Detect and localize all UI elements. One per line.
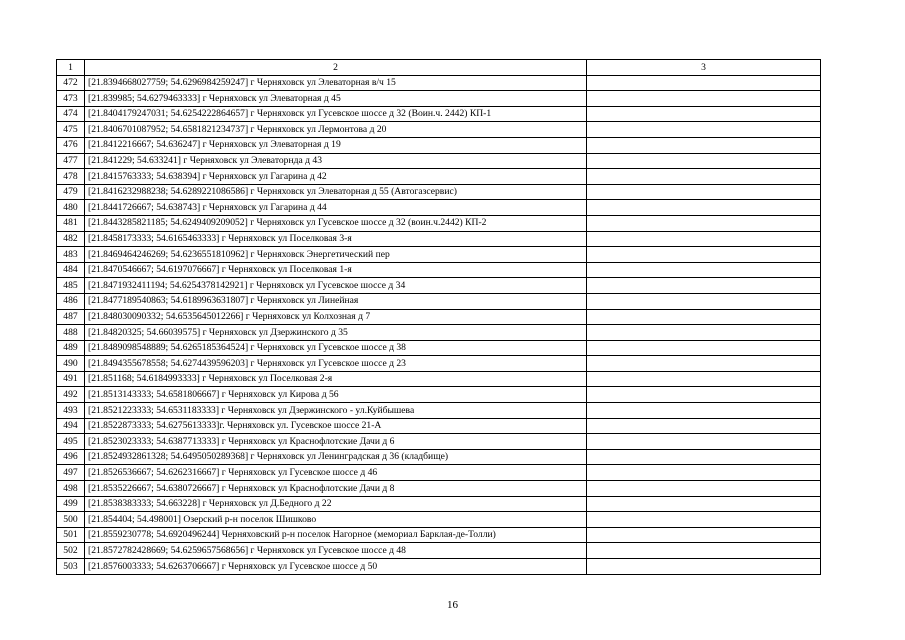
extra-cell [587, 387, 821, 403]
row-number-cell: 501 [57, 527, 85, 543]
row-number-cell: 500 [57, 512, 85, 528]
address-cell: [21.841229; 54.633241] г Черняховск ул Элеваторнда д 43 [85, 153, 587, 169]
address-cell: [21.851168; 54.6184993333] г Черняховск ул Поселковая 2-я [85, 371, 587, 387]
extra-cell [587, 543, 821, 559]
address-cell: [21.839985; 54.6279463333] г Черняховск ул Элеваторная д 45 [85, 91, 587, 107]
address-cell: [21.8441726667; 54.638743] г Черняховск ул Гагарина д 44 [85, 200, 587, 216]
address-cell: [21.8559230778; 54.6920496244] Черняховский р-н поселок Нагорное (мемориал Барклая-де-Толли) [85, 527, 587, 543]
table-row [57, 371, 821, 387]
extra-cell [587, 75, 821, 91]
extra-cell [587, 481, 821, 497]
extra-cell [587, 169, 821, 185]
row-number-cell: 496 [57, 449, 85, 465]
table-row [57, 465, 821, 481]
address-cell: [21.8535226667; 54.6380726667] г Черняховск ул Краснофлотские Дачи д 8 [85, 481, 587, 497]
table-row [57, 91, 821, 107]
extra-cell [587, 106, 821, 122]
extra-cell [587, 137, 821, 153]
extra-cell [587, 356, 821, 372]
row-number-cell: 498 [57, 481, 85, 497]
table-row [57, 340, 821, 356]
address-cell: [21.8521223333; 54.6531183333] г Черняховск ул Дзержинского - ул.Куйбышева [85, 403, 587, 419]
extra-cell [587, 512, 821, 528]
row-number-cell: 483 [57, 247, 85, 263]
extra-cell [587, 184, 821, 200]
extra-cell [587, 122, 821, 138]
table-row [57, 215, 821, 231]
table-row [57, 449, 821, 465]
row-number-cell: 473 [57, 91, 85, 107]
table-row [57, 434, 821, 450]
row-number-cell: 477 [57, 153, 85, 169]
extra-cell [587, 91, 821, 107]
row-number-cell: 489 [57, 340, 85, 356]
table-row [57, 75, 821, 91]
address-cell: [21.8415763333; 54.638394] г Черняховск ул Гагарина д 42 [85, 169, 587, 185]
table-row [57, 106, 821, 122]
address-cell: [21.8469464246269; 54.6236551810962] г Черняховск Энергетический пер [85, 247, 587, 263]
row-number-cell: 479 [57, 184, 85, 200]
extra-cell [587, 153, 821, 169]
table-row [57, 325, 821, 341]
row-number-cell: 481 [57, 215, 85, 231]
page-number: 16 [447, 599, 458, 611]
extra-cell [587, 496, 821, 512]
row-number-cell: 486 [57, 293, 85, 309]
table-row [57, 293, 821, 309]
row-number-cell: 487 [57, 309, 85, 325]
row-number-cell: 490 [57, 356, 85, 372]
address-table [56, 59, 821, 575]
row-number-cell: 475 [57, 122, 85, 138]
extra-cell [587, 293, 821, 309]
row-number-cell: 492 [57, 387, 85, 403]
extra-cell [587, 403, 821, 419]
table-row [57, 122, 821, 138]
row-number-cell: 480 [57, 200, 85, 216]
address-cell: [21.8458173333; 54.6165463333] г Черняховск ул Поселковая 3-я [85, 231, 587, 247]
row-number-cell: 497 [57, 465, 85, 481]
table-row [57, 356, 821, 372]
extra-cell [587, 309, 821, 325]
row-number-cell: 488 [57, 325, 85, 341]
row-number-cell: 484 [57, 262, 85, 278]
extra-cell [587, 200, 821, 216]
extra-cell [587, 559, 821, 575]
address-cell: [21.848030090332; 54.6535645012266] г Черняховск ул Колхозная д 7 [85, 309, 587, 325]
extra-cell [587, 340, 821, 356]
table-row [57, 512, 821, 528]
extra-cell [587, 247, 821, 263]
row-number-cell: 499 [57, 496, 85, 512]
extra-cell [587, 465, 821, 481]
table-row [57, 543, 821, 559]
row-number-cell: 472 [57, 75, 85, 91]
address-cell: [21.8406701087952; 54.6581821234737] г Черняховск ул Лермонтова д 20 [85, 122, 587, 138]
address-cell: [21.8394668027759; 54.6296984259247] г Черняховск ул Элеваторная в/ч 15 [85, 75, 587, 91]
table-header-row [57, 60, 821, 76]
address-cell: [21.8572782428669; 54.6259657568656] г Черняховск ул Гусевское шоссе д 48 [85, 543, 587, 559]
address-cell: [21.8404179247031; 54.6254222864657] г Черняховск ул Гусевское шоссе д 32 (Воин.ч. 2442) КП-1 [85, 106, 587, 122]
table-row [57, 309, 821, 325]
address-cell: [21.8576003333; 54.6263706667] г Черняховск ул Гусевское шоссе д 50 [85, 559, 587, 575]
header-col-3: 3 [587, 60, 821, 76]
row-number-cell: 482 [57, 231, 85, 247]
table-row [57, 262, 821, 278]
row-number-cell: 503 [57, 559, 85, 575]
row-number-cell: 476 [57, 137, 85, 153]
extra-cell [587, 262, 821, 278]
address-cell: [21.8523023333; 54.6387713333] г Черняховск ул Краснофлотские Дачи д 6 [85, 434, 587, 450]
extra-cell [587, 449, 821, 465]
address-cell: [21.8513143333; 54.6581806667] г Черняховск ул Кирова д 56 [85, 387, 587, 403]
address-cell: [21.8494355678558; 54.6274439596203] г Черняховск ул Гусевское шоссе д 23 [85, 356, 587, 372]
extra-cell [587, 215, 821, 231]
table-row [57, 559, 821, 575]
table-row [57, 184, 821, 200]
address-cell: [21.8522873333; 54.6275613333]г. Черняховск ул. Гусевское шоссе 21-А [85, 418, 587, 434]
address-cell: [21.8471932411194; 54.6254378142921] г Черняховск ул Гусевское шоссе д 34 [85, 278, 587, 294]
row-number-cell: 494 [57, 418, 85, 434]
address-cell: [21.8538383333; 54.663228] г Черняховск ул Д.Бедного д 22 [85, 496, 587, 512]
table-row [57, 418, 821, 434]
address-cell: [21.8489098548889; 54.6265185364524] г Черняховск ул Гусевское шоссе д 38 [85, 340, 587, 356]
table-row [57, 278, 821, 294]
table-row [57, 496, 821, 512]
header-col-1: 1 [57, 60, 85, 76]
row-number-cell: 474 [57, 106, 85, 122]
table-row [57, 200, 821, 216]
header-col-2: 2 [85, 60, 587, 76]
address-cell: [21.8416232988238; 54.6289221086586] г Черняховск ул Элеваторная д 55 (Автогазсервис) [85, 184, 587, 200]
address-cell: [21.8470546667; 54.6197076667] г Черняховск ул Поселковая 1-я [85, 262, 587, 278]
address-cell: [21.8526536667; 54.6262316667] г Черняховск ул Гусевское шоссе д 46 [85, 465, 587, 481]
table-row [57, 153, 821, 169]
table-row [57, 481, 821, 497]
row-number-cell: 491 [57, 371, 85, 387]
extra-cell [587, 325, 821, 341]
table-row [57, 137, 821, 153]
table-row [57, 403, 821, 419]
extra-cell [587, 371, 821, 387]
extra-cell [587, 231, 821, 247]
address-cell: [21.8477189540863; 54.6189963631807] г Черняховск ул Линейная [85, 293, 587, 309]
table-row [57, 527, 821, 543]
extra-cell [587, 278, 821, 294]
address-cell: [21.8443285821185; 54.6249409209052] г Черняховск ул Гусевское шоссе д 32 (воин.ч.2442) КП-2 [85, 215, 587, 231]
table-row [57, 169, 821, 185]
address-cell: [21.8412216667; 54.636247] г Черняховск ул Элеваторная д 19 [85, 137, 587, 153]
row-number-cell: 495 [57, 434, 85, 450]
address-cell: [21.854404; 54.498001] Озерский р-н поселок Шишково [85, 512, 587, 528]
table-row [57, 231, 821, 247]
address-cell: [21.84820325; 54.66039575] г Черняховск ул Дзержинского д 35 [85, 325, 587, 341]
table-row [57, 387, 821, 403]
address-cell: [21.8524932861328; 54.6495050289368] г Черняховск ул Ленинградская д 36 (кладбище) [85, 449, 587, 465]
row-number-cell: 485 [57, 278, 85, 294]
extra-cell [587, 434, 821, 450]
row-number-cell: 478 [57, 169, 85, 185]
extra-cell [587, 527, 821, 543]
row-number-cell: 502 [57, 543, 85, 559]
extra-cell [587, 418, 821, 434]
table-row [57, 247, 821, 263]
row-number-cell: 493 [57, 403, 85, 419]
